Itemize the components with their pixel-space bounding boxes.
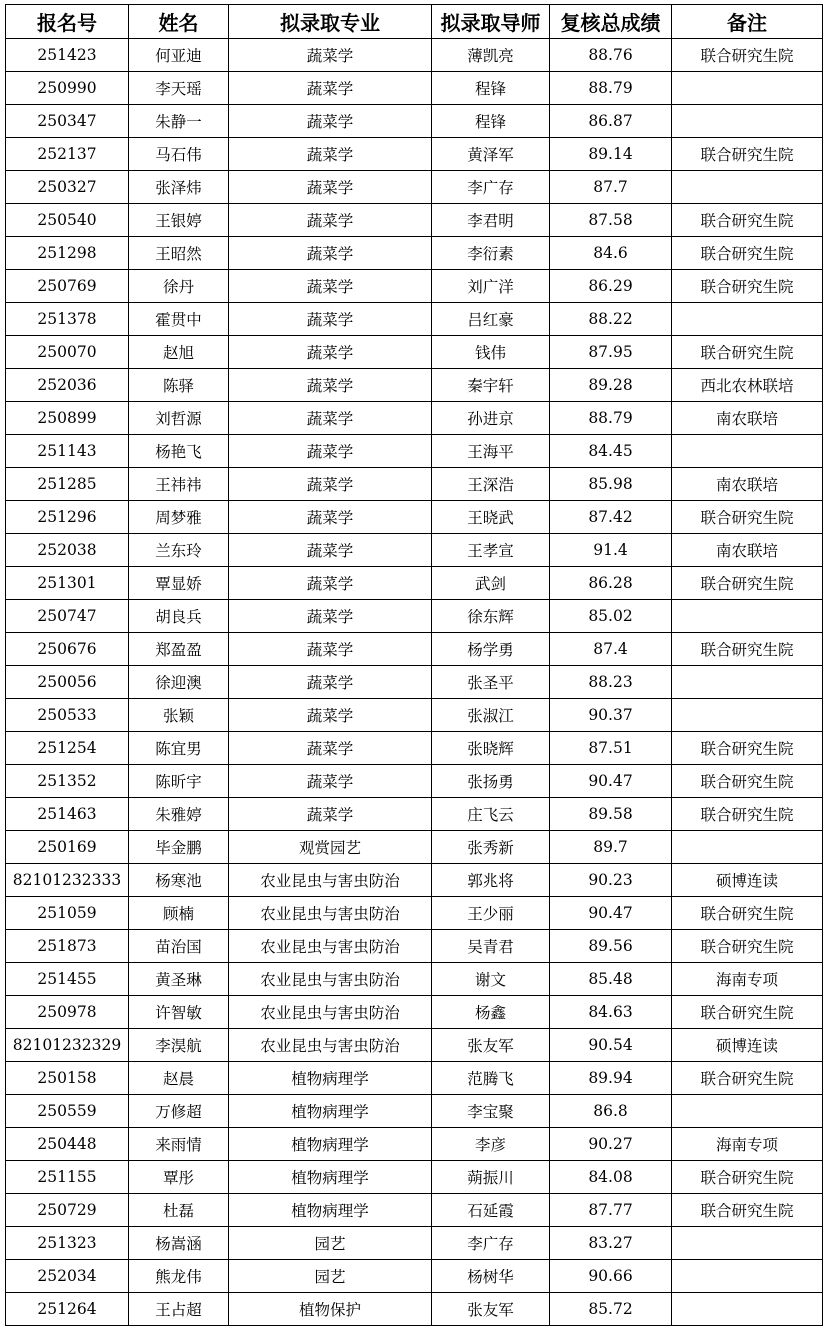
cell-advisor: 张圣平 [432, 666, 550, 699]
table-row [6, 171, 823, 204]
cell-advisor: 吴青君 [432, 930, 550, 963]
cell-name: 苗治国 [129, 930, 229, 963]
cell-name: 杨寒池 [129, 864, 229, 897]
cell-advisor: 张淑江 [432, 699, 550, 732]
table-row [6, 534, 823, 567]
table-row [6, 633, 823, 666]
cell-major: 蔬菜学 [229, 501, 432, 534]
cell-note [672, 303, 823, 336]
cell-name: 徐迎澳 [129, 666, 229, 699]
cell-name: 张颖 [129, 699, 229, 732]
cell-major: 蔬菜学 [229, 402, 432, 435]
cell-score: 87.95 [550, 336, 672, 369]
cell-major: 蔬菜学 [229, 105, 432, 138]
cell-advisor: 武剑 [432, 567, 550, 600]
cell-id: 251463 [6, 798, 129, 831]
cell-major: 农业昆虫与害虫防治 [229, 897, 432, 930]
table-row [6, 831, 823, 864]
cell-name: 郑盈盈 [129, 633, 229, 666]
header-score: 复核总成绩 [550, 5, 672, 39]
header-note: 备注 [672, 5, 823, 39]
table-row [6, 138, 823, 171]
table-row [6, 270, 823, 303]
cell-name: 熊龙伟 [129, 1260, 229, 1293]
cell-name: 胡良兵 [129, 600, 229, 633]
cell-id: 252137 [6, 138, 129, 171]
table-row [6, 468, 823, 501]
cell-score: 89.14 [550, 138, 672, 171]
cell-advisor: 张晓辉 [432, 732, 550, 765]
cell-id: 251285 [6, 468, 129, 501]
table-row [6, 237, 823, 270]
cell-advisor: 蒴振川 [432, 1161, 550, 1194]
table-row [6, 39, 823, 72]
cell-major: 蔬菜学 [229, 699, 432, 732]
cell-id: 250729 [6, 1194, 129, 1227]
header-row [6, 5, 823, 39]
cell-id: 251254 [6, 732, 129, 765]
cell-note [672, 72, 823, 105]
cell-major: 蔬菜学 [229, 171, 432, 204]
cell-advisor: 杨鑫 [432, 996, 550, 1029]
cell-major: 园艺 [229, 1227, 432, 1260]
cell-advisor: 王晓武 [432, 501, 550, 534]
cell-advisor: 王海平 [432, 435, 550, 468]
admission-table [5, 4, 823, 1326]
cell-score: 86.29 [550, 270, 672, 303]
cell-major: 蔬菜学 [229, 567, 432, 600]
cell-note [672, 600, 823, 633]
cell-advisor: 孙进京 [432, 402, 550, 435]
cell-id: 250559 [6, 1095, 129, 1128]
cell-major: 蔬菜学 [229, 303, 432, 336]
cell-name: 王祎祎 [129, 468, 229, 501]
cell-note: 联合研究生院 [672, 1062, 823, 1095]
cell-major: 蔬菜学 [229, 72, 432, 105]
cell-name: 何亚迪 [129, 39, 229, 72]
cell-score: 90.23 [550, 864, 672, 897]
cell-note [672, 666, 823, 699]
cell-id: 251155 [6, 1161, 129, 1194]
cell-id: 250676 [6, 633, 129, 666]
cell-id: 250158 [6, 1062, 129, 1095]
table-row [6, 996, 823, 1029]
cell-advisor: 张扬勇 [432, 765, 550, 798]
cell-note [672, 699, 823, 732]
cell-id: 252036 [6, 369, 129, 402]
cell-score: 87.77 [550, 1194, 672, 1227]
cell-major: 农业昆虫与害虫防治 [229, 1029, 432, 1062]
cell-advisor: 徐东辉 [432, 600, 550, 633]
cell-id: 251378 [6, 303, 129, 336]
cell-id: 250533 [6, 699, 129, 732]
cell-note: 联合研究生院 [672, 39, 823, 72]
cell-score: 88.79 [550, 72, 672, 105]
cell-major: 蔬菜学 [229, 336, 432, 369]
cell-name: 杨艳飞 [129, 435, 229, 468]
cell-score: 88.79 [550, 402, 672, 435]
table-row [6, 1227, 823, 1260]
table-row [6, 930, 823, 963]
cell-note: 海南专项 [672, 1128, 823, 1161]
cell-major: 蔬菜学 [229, 237, 432, 270]
cell-name: 赵晨 [129, 1062, 229, 1095]
table-row [6, 732, 823, 765]
cell-name: 来雨情 [129, 1128, 229, 1161]
cell-score: 89.56 [550, 930, 672, 963]
cell-name: 陈昕宇 [129, 765, 229, 798]
table-row [6, 765, 823, 798]
cell-name: 李淏航 [129, 1029, 229, 1062]
cell-id: 251455 [6, 963, 129, 996]
table-row [6, 864, 823, 897]
cell-major: 蔬菜学 [229, 138, 432, 171]
cell-note: 海南专项 [672, 963, 823, 996]
cell-id: 251323 [6, 1227, 129, 1260]
cell-name: 赵旭 [129, 336, 229, 369]
cell-name: 霍贯中 [129, 303, 229, 336]
cell-name: 陈驿 [129, 369, 229, 402]
cell-id: 250347 [6, 105, 129, 138]
cell-score: 84.08 [550, 1161, 672, 1194]
cell-major: 植物保护 [229, 1293, 432, 1326]
cell-name: 张泽炜 [129, 171, 229, 204]
cell-advisor: 程锋 [432, 105, 550, 138]
cell-major: 蔬菜学 [229, 270, 432, 303]
cell-note: 联合研究生院 [672, 270, 823, 303]
cell-id: 250899 [6, 402, 129, 435]
table-row [6, 1062, 823, 1095]
cell-score: 85.72 [550, 1293, 672, 1326]
cell-advisor: 李宝聚 [432, 1095, 550, 1128]
cell-note: 联合研究生院 [672, 930, 823, 963]
cell-name: 覃显娇 [129, 567, 229, 600]
table-row [6, 1194, 823, 1227]
cell-score: 90.66 [550, 1260, 672, 1293]
cell-score: 83.27 [550, 1227, 672, 1260]
cell-advisor: 薄凯亮 [432, 39, 550, 72]
table-row [6, 1095, 823, 1128]
table-row [6, 1260, 823, 1293]
cell-name: 朱雅婷 [129, 798, 229, 831]
cell-id: 251301 [6, 567, 129, 600]
cell-note: 南农联培 [672, 402, 823, 435]
cell-score: 87.58 [550, 204, 672, 237]
cell-name: 杜磊 [129, 1194, 229, 1227]
header-name: 姓名 [129, 5, 229, 39]
cell-score: 87.4 [550, 633, 672, 666]
cell-major: 蔬菜学 [229, 732, 432, 765]
cell-advisor: 黄泽军 [432, 138, 550, 171]
cell-note: 南农联培 [672, 534, 823, 567]
cell-major: 园艺 [229, 1260, 432, 1293]
cell-advisor: 张友军 [432, 1293, 550, 1326]
cell-note: 联合研究生院 [672, 732, 823, 765]
cell-name: 朱静一 [129, 105, 229, 138]
cell-advisor: 石延霞 [432, 1194, 550, 1227]
cell-id: 251296 [6, 501, 129, 534]
cell-score: 86.87 [550, 105, 672, 138]
table-row [6, 600, 823, 633]
cell-major: 蔬菜学 [229, 369, 432, 402]
cell-major: 蔬菜学 [229, 468, 432, 501]
cell-score: 89.7 [550, 831, 672, 864]
header-advisor: 拟录取导师 [432, 5, 550, 39]
cell-note: 南农联培 [672, 468, 823, 501]
cell-advisor: 王少丽 [432, 897, 550, 930]
cell-name: 马石伟 [129, 138, 229, 171]
header-major: 拟录取专业 [229, 5, 432, 39]
cell-advisor: 吕红豪 [432, 303, 550, 336]
cell-advisor: 李衍素 [432, 237, 550, 270]
cell-score: 86.8 [550, 1095, 672, 1128]
cell-major: 植物病理学 [229, 1128, 432, 1161]
table-row [6, 1161, 823, 1194]
cell-major: 蔬菜学 [229, 798, 432, 831]
cell-note [672, 1293, 823, 1326]
cell-id: 82101232329 [6, 1029, 129, 1062]
cell-name: 李天瑶 [129, 72, 229, 105]
cell-advisor: 李广存 [432, 171, 550, 204]
cell-note: 联合研究生院 [672, 1161, 823, 1194]
cell-note [672, 1260, 823, 1293]
cell-note [672, 105, 823, 138]
cell-major: 农业昆虫与害虫防治 [229, 930, 432, 963]
cell-name: 王昭然 [129, 237, 229, 270]
cell-id: 250448 [6, 1128, 129, 1161]
cell-note [672, 1095, 823, 1128]
cell-advisor: 王深浩 [432, 468, 550, 501]
cell-major: 蔬菜学 [229, 666, 432, 699]
cell-major: 植物病理学 [229, 1095, 432, 1128]
cell-score: 87.42 [550, 501, 672, 534]
cell-id: 252038 [6, 534, 129, 567]
cell-name: 王银婷 [129, 204, 229, 237]
cell-note [672, 171, 823, 204]
cell-id: 251298 [6, 237, 129, 270]
cell-id: 250978 [6, 996, 129, 1029]
cell-advisor: 杨学勇 [432, 633, 550, 666]
table-row [6, 105, 823, 138]
table-row [6, 369, 823, 402]
cell-name: 王占超 [129, 1293, 229, 1326]
cell-note: 联合研究生院 [672, 336, 823, 369]
cell-name: 许智敏 [129, 996, 229, 1029]
cell-score: 84.63 [550, 996, 672, 1029]
cell-score: 85.48 [550, 963, 672, 996]
header-id: 报名号 [6, 5, 129, 39]
cell-score: 88.76 [550, 39, 672, 72]
table-row [6, 402, 823, 435]
cell-note [672, 435, 823, 468]
cell-major: 植物病理学 [229, 1194, 432, 1227]
cell-name: 陈宜男 [129, 732, 229, 765]
cell-note [672, 831, 823, 864]
cell-advisor: 庄飞云 [432, 798, 550, 831]
table-row [6, 204, 823, 237]
cell-major: 植物病理学 [229, 1062, 432, 1095]
cell-id: 251352 [6, 765, 129, 798]
table-row [6, 963, 823, 996]
cell-advisor: 李彦 [432, 1128, 550, 1161]
cell-id: 251143 [6, 435, 129, 468]
cell-major: 蔬菜学 [229, 204, 432, 237]
cell-advisor: 刘广洋 [432, 270, 550, 303]
cell-major: 观赏园艺 [229, 831, 432, 864]
table-row [6, 1293, 823, 1326]
cell-score: 85.02 [550, 600, 672, 633]
cell-note: 联合研究生院 [672, 237, 823, 270]
table-row [6, 336, 823, 369]
cell-note: 联合研究生院 [672, 633, 823, 666]
cell-note: 联合研究生院 [672, 567, 823, 600]
cell-id: 250769 [6, 270, 129, 303]
table-row [6, 567, 823, 600]
cell-note: 联合研究生院 [672, 765, 823, 798]
cell-note: 西北农林联培 [672, 369, 823, 402]
cell-note: 联合研究生院 [672, 138, 823, 171]
cell-name: 顾楠 [129, 897, 229, 930]
cell-score: 88.23 [550, 666, 672, 699]
cell-score: 91.4 [550, 534, 672, 567]
cell-advisor: 张秀新 [432, 831, 550, 864]
table-row [6, 435, 823, 468]
cell-note: 联合研究生院 [672, 1194, 823, 1227]
cell-note: 硕博连读 [672, 1029, 823, 1062]
table-row [6, 1128, 823, 1161]
cell-name: 刘哲源 [129, 402, 229, 435]
cell-score: 90.54 [550, 1029, 672, 1062]
cell-score: 89.28 [550, 369, 672, 402]
cell-score: 90.27 [550, 1128, 672, 1161]
cell-note [672, 1227, 823, 1260]
cell-id: 250540 [6, 204, 129, 237]
cell-name: 兰东玲 [129, 534, 229, 567]
cell-note: 联合研究生院 [672, 897, 823, 930]
cell-note: 联合研究生院 [672, 204, 823, 237]
cell-id: 251264 [6, 1293, 129, 1326]
table-row [6, 897, 823, 930]
cell-id: 250327 [6, 171, 129, 204]
cell-advisor: 程锋 [432, 72, 550, 105]
cell-name: 杨嵩涵 [129, 1227, 229, 1260]
cell-score: 85.98 [550, 468, 672, 501]
cell-major: 农业昆虫与害虫防治 [229, 996, 432, 1029]
cell-id: 250070 [6, 336, 129, 369]
cell-major: 蔬菜学 [229, 39, 432, 72]
cell-note: 硕博连读 [672, 864, 823, 897]
cell-note: 联合研究生院 [672, 798, 823, 831]
cell-major: 蔬菜学 [229, 435, 432, 468]
cell-name: 黄圣琳 [129, 963, 229, 996]
table-header [6, 5, 823, 39]
cell-major: 植物病理学 [229, 1161, 432, 1194]
cell-id: 250056 [6, 666, 129, 699]
cell-score: 90.37 [550, 699, 672, 732]
cell-score: 87.51 [550, 732, 672, 765]
table-row [6, 798, 823, 831]
cell-major: 蔬菜学 [229, 633, 432, 666]
cell-id: 251423 [6, 39, 129, 72]
cell-major: 蔬菜学 [229, 765, 432, 798]
cell-score: 87.7 [550, 171, 672, 204]
cell-score: 84.45 [550, 435, 672, 468]
cell-score: 86.28 [550, 567, 672, 600]
cell-name: 徐丹 [129, 270, 229, 303]
table-row [6, 72, 823, 105]
cell-advisor: 张友军 [432, 1029, 550, 1062]
cell-major: 蔬菜学 [229, 600, 432, 633]
cell-advisor: 李广存 [432, 1227, 550, 1260]
cell-score: 89.58 [550, 798, 672, 831]
cell-id: 251059 [6, 897, 129, 930]
cell-score: 84.6 [550, 237, 672, 270]
cell-advisor: 郭兆将 [432, 864, 550, 897]
cell-major: 农业昆虫与害虫防治 [229, 963, 432, 996]
cell-major: 农业昆虫与害虫防治 [229, 864, 432, 897]
cell-name: 万修超 [129, 1095, 229, 1128]
cell-advisor: 范腾飞 [432, 1062, 550, 1095]
cell-id: 252034 [6, 1260, 129, 1293]
cell-score: 88.22 [550, 303, 672, 336]
cell-note: 联合研究生院 [672, 996, 823, 1029]
cell-id: 250169 [6, 831, 129, 864]
table-row [6, 699, 823, 732]
cell-score: 90.47 [550, 897, 672, 930]
cell-major: 蔬菜学 [229, 534, 432, 567]
cell-advisor: 谢文 [432, 963, 550, 996]
cell-score: 90.47 [550, 765, 672, 798]
cell-advisor: 王孝宣 [432, 534, 550, 567]
table-row [6, 501, 823, 534]
cell-advisor: 秦宇轩 [432, 369, 550, 402]
table-row [6, 666, 823, 699]
cell-advisor: 钱伟 [432, 336, 550, 369]
cell-name: 周梦雅 [129, 501, 229, 534]
table-body [6, 39, 823, 1326]
cell-score: 89.94 [550, 1062, 672, 1095]
cell-name: 毕金鹏 [129, 831, 229, 864]
cell-id: 251873 [6, 930, 129, 963]
cell-id: 250990 [6, 72, 129, 105]
cell-id: 82101232333 [6, 864, 129, 897]
cell-name: 覃彤 [129, 1161, 229, 1194]
cell-advisor: 李君明 [432, 204, 550, 237]
cell-id: 250747 [6, 600, 129, 633]
cell-note: 联合研究生院 [672, 501, 823, 534]
table-row [6, 1029, 823, 1062]
table-row [6, 303, 823, 336]
cell-advisor: 杨树华 [432, 1260, 550, 1293]
